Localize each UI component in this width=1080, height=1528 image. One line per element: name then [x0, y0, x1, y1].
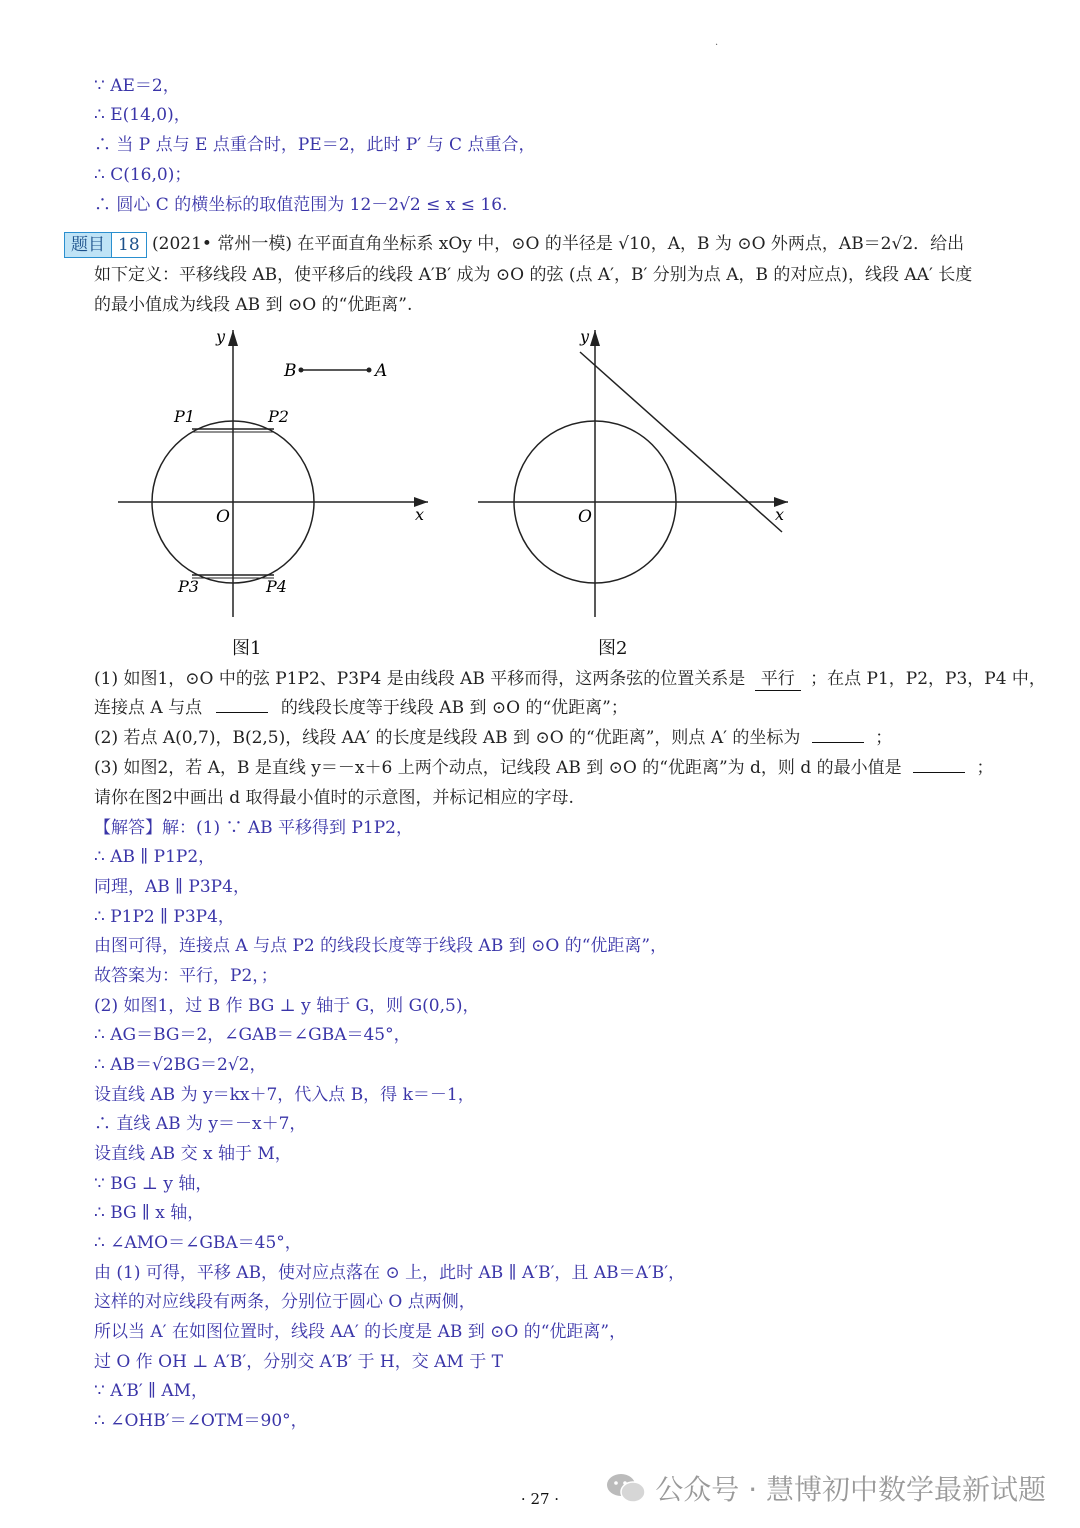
answer-line: ∴ AB ∥ P1P2，: [94, 847, 216, 867]
problem-stem: (2021• 常州一模) 在平面直角坐标系 xOy 中，⊙O 的半径是 √10，A，B 为 ⊙O 外两点，AB＝2√2．给出: [152, 234, 965, 254]
q1-answer-blank: 平行: [755, 668, 801, 691]
fig2-label-y: y: [580, 327, 590, 346]
prev-solution-line: ∴ 当 P 点与 E 点重合时，PE＝2，此时 P′ 与 C 点重合，: [94, 135, 536, 155]
answer-line: ∴ ∠AMO＝∠GBA＝45°，: [94, 1233, 302, 1253]
answer-line: ∴ P1P2 ∥ P3P4，: [94, 907, 235, 927]
fig2-y-arrow: [590, 330, 600, 346]
problem-stem: 如下定义：平移线段 AB，使平移后的线段 A′B′ 成为 ⊙O 的弦 (点 A′，B′ 分别为点 A，B 的对应点)，线段 AA′ 长度: [94, 265, 973, 285]
question-1-line: [94, 668, 1046, 691]
q2-blank: [812, 728, 864, 743]
fig1-label-a: A: [375, 361, 388, 381]
page-number: · 27 ·: [520, 1490, 560, 1508]
fig1-caption: 图1: [232, 638, 262, 659]
answer-line: 由 (1) 可得，平移 AB，使对应点落在 ⊙ 上，此时 AB ∥ A′B′，且 AB＝A′B′，: [94, 1263, 686, 1283]
figure-2: [470, 322, 800, 622]
figure-1: [110, 322, 440, 622]
prev-solution-line: ∴ C(16,0)；: [94, 165, 192, 185]
problem-tag-label: 题目: [65, 233, 111, 257]
fig1-label-p2: P2: [268, 407, 289, 426]
q3-text-tail: ；: [976, 758, 994, 778]
answer-line: 设直线 AB 交 x 轴于 M，: [94, 1144, 292, 1164]
problem-tag: [64, 232, 147, 258]
q1b-text: 连接点 A 与点: [94, 698, 203, 718]
q1b-text-tail: 的线段长度等于线段 AB 到 ⊙O 的“优距离”；: [280, 698, 628, 718]
q1-text-tail: ；在点 P1，P2，P3，P4 中，: [810, 669, 1046, 689]
answer-line: 故答案为：平行，P2，；: [94, 966, 278, 986]
fig1-label-p4: P4: [266, 577, 287, 596]
answer-line: 过 O 作 OH ⊥ A′B′，分别交 A′B′ 于 H，交 AM 于 T: [94, 1352, 503, 1372]
watermark-text: 公众号 · 慧博初中数学最新试题: [655, 1473, 1046, 1506]
prev-solution-line: ∵ AE＝2，: [94, 76, 180, 96]
answer-line: ∴ 直线 AB 为 y＝－x＋7，: [94, 1114, 307, 1134]
fig1-label-y: y: [216, 327, 226, 346]
watermark: [605, 1468, 1046, 1508]
fig2-label-o: O: [578, 507, 592, 527]
answer-line: ∴ AG＝BG＝2，∠GAB＝∠GBA＝45°，: [94, 1025, 411, 1045]
question-3-line: [94, 757, 993, 779]
fig1-label-p3: P3: [178, 577, 199, 596]
problem-tag-number: 18: [111, 233, 146, 257]
prev-solution-line: ∴ E(14,0)，: [94, 105, 191, 125]
q1-text: (1) 如图1，⊙O 中的弦 P1P2、P3P4 是由线段 AB 平移而得，这两条弦的位置关系是: [94, 669, 746, 689]
problem-stem: 的最小值成为线段 AB 到 ⊙O 的“优距离”.: [94, 295, 413, 315]
wechat-icon: [605, 1471, 647, 1505]
answer-line: 同理，AB ∥ P3P4，: [94, 877, 250, 897]
prev-solution-line: ∴ 圆心 C 的横坐标的取值范围为 12－2√2 ≤ x ≤ 16.: [94, 195, 508, 215]
q3-text: (3) 如图2，若 A，B 是直线 y＝－x＋6 上两个动点，记线段 AB 到 ⊙O 的“优距离”为 d，则 d 的最小值是: [94, 758, 902, 778]
answer-line: 由图可得，连接点 A 与点 P2 的线段长度等于线段 AB 到 ⊙O 的“优距离”，: [94, 936, 668, 956]
q2-text-tail: ；: [875, 728, 893, 748]
fig2-label-x: x: [775, 505, 785, 524]
answer-line: ∴ AB＝√2BG＝2√2，: [94, 1055, 267, 1075]
answer-line: ∴ ∠OHB′＝∠OTM＝90°，: [94, 1411, 308, 1431]
top-mark: ·: [715, 40, 719, 51]
answer-line: ∵ A′B′ ∥ AM，: [94, 1381, 209, 1401]
fig1-label-x: x: [415, 505, 425, 524]
q2-text: (2) 若点 A(0,7)，B(2,5)，线段 AA′ 的长度是线段 AB 到 ⊙O 的“优距离”，则点 A′ 的坐标为: [94, 728, 801, 748]
answer-line: 设直线 AB 为 y＝kx＋7，代入点 B，得 k＝－1，: [94, 1085, 475, 1105]
fig1-point-a: [367, 368, 372, 373]
answer-line: ∴ BG ∥ x 轴，: [94, 1203, 205, 1223]
question-3b-line: 请你在图2中画出 d 取得最小值时的示意图，并标记相应的字母.: [94, 788, 574, 808]
answer-line: 这样的对应线段有两条，分别位于圆心 O 点两侧，: [94, 1292, 476, 1312]
fig2-line: [580, 352, 785, 532]
fig1-point-b: [299, 368, 304, 373]
answer-line: 【解答】解：(1) ∵ AB 平移得到 P1P2，: [94, 818, 413, 838]
q3-blank: [913, 758, 965, 773]
question-2-line: [94, 727, 892, 749]
question-1b-line: [94, 697, 628, 719]
fig1-label-p1: P1: [174, 407, 195, 426]
fig1-y-arrow: [228, 330, 238, 346]
answer-line: (2) 如图1，过 B 作 BG ⊥ y 轴于 G，则 G(0,5)，: [94, 996, 480, 1016]
fig1-label-o: O: [216, 507, 230, 527]
fig1-label-b: B: [284, 361, 297, 381]
q1b-blank: [216, 698, 268, 713]
fig2-caption: 图2: [598, 638, 628, 659]
answer-line: 所以当 A′ 在如图位置时，线段 AA′ 的长度是 AB 到 ⊙O 的“优距离”，: [94, 1322, 627, 1342]
answer-line: ∵ BG ⊥ y 轴，: [94, 1174, 213, 1194]
